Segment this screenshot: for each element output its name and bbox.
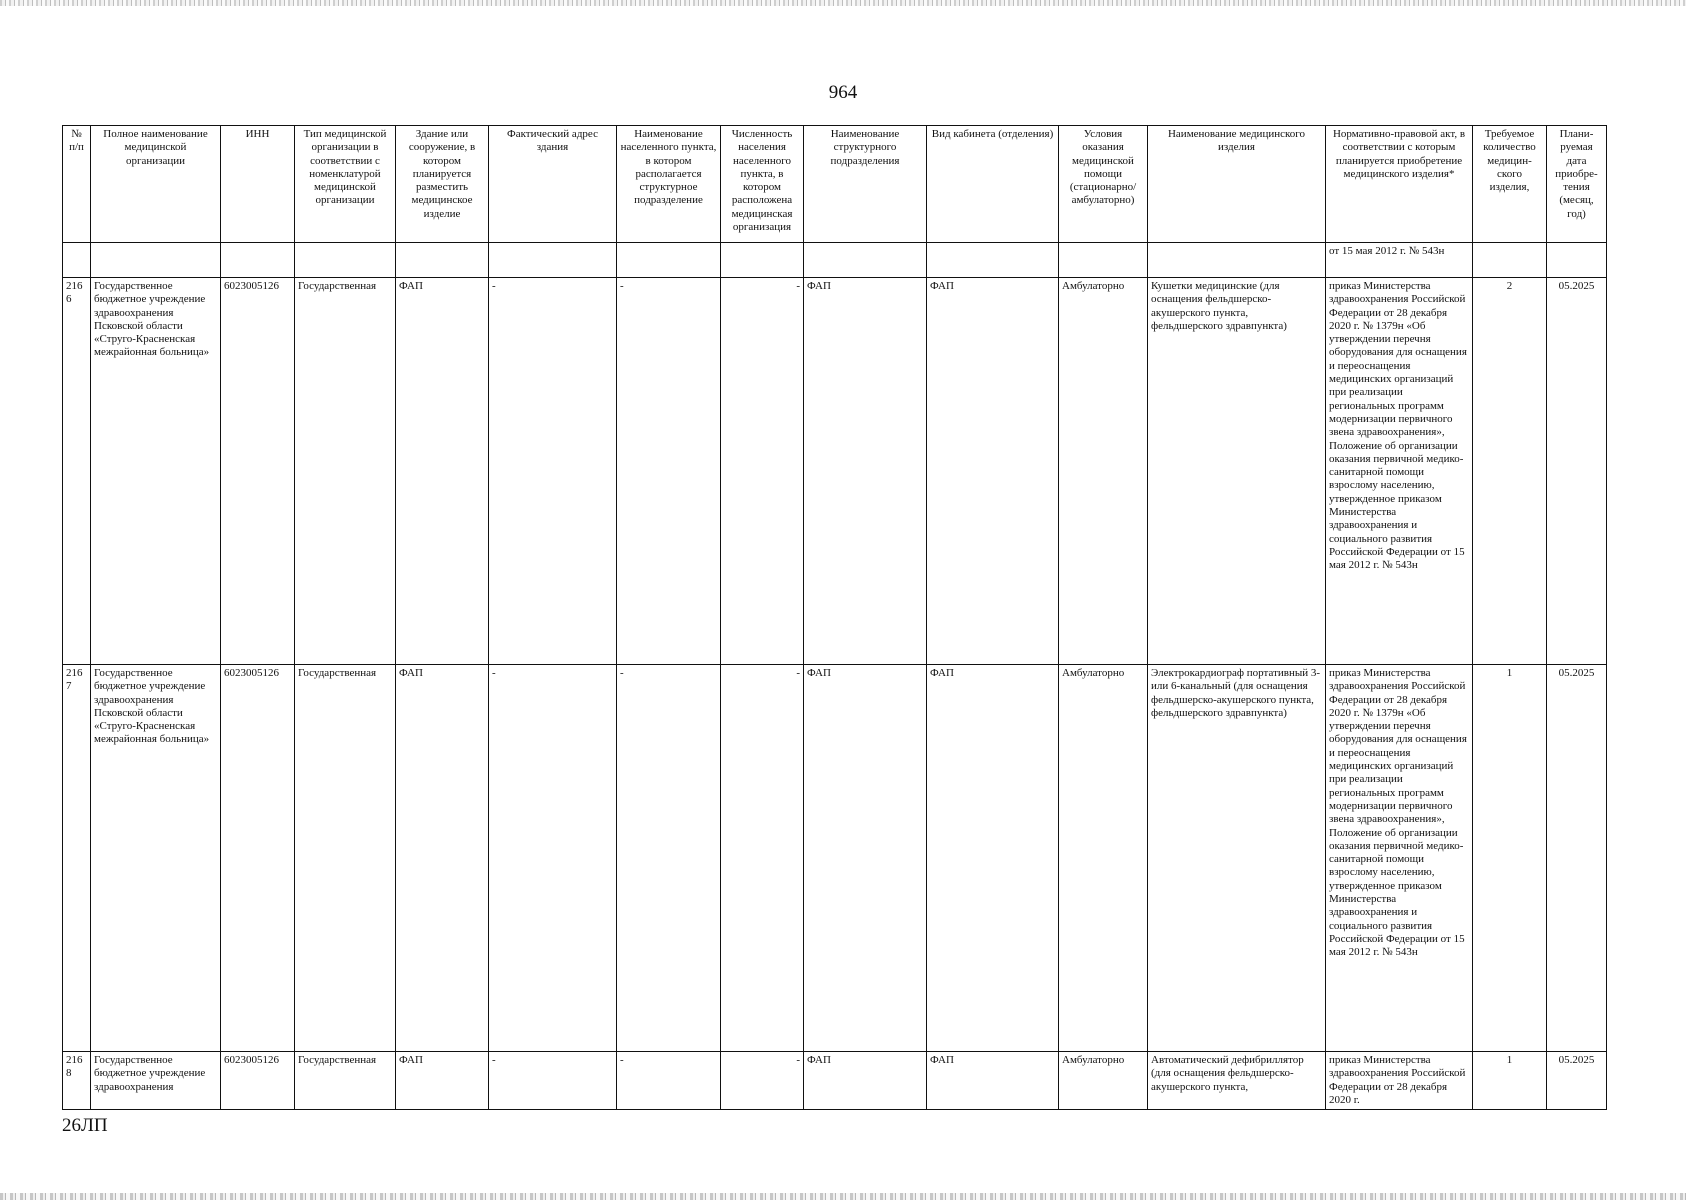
row-number: 2166 — [63, 278, 91, 665]
population-cell: - — [721, 1052, 804, 1110]
table-row — [63, 278, 1607, 665]
col-header-subdivision: Наименование структурного подразделения — [804, 126, 927, 243]
device-cell: Кушетки медицинские (для оснащения фельдшерско-акушерского пункта, фельдшерского здравпункта) — [1148, 278, 1326, 665]
col-header-address: Фактический адрес здания — [489, 126, 617, 243]
row-number: 2168 — [63, 1052, 91, 1110]
equipment-table — [62, 125, 1607, 1110]
continuation-row — [63, 243, 1607, 278]
legal-act-cell: приказ Министерства здравоохранения Российской Федерации от 28 декабря 2020 г. № 1379н «Об утверждении перечня оборудования для оснащения и переоснащения медицинских организаций при реализации региональных программ модернизации первичного звена здравоохранения», Положение об организации оказания первичной медико-санитарной помощи взрослому населению, утвержденное приказом Министерства здравоохранения и социального развития Российской Федерации от 15 мая 2012 г. № 543н — [1326, 278, 1473, 665]
legal-act-cell: приказ Министерства здравоохранения Российской Федерации от 28 декабря 2020 г. № 1379н «Об утверждении перечня оборудования для оснащения и переоснащения медицинских организаций при реализации региональных программ модернизации первичного звена здравоохранения», Положение об организации оказания первичной медико-санитарной помощи взрослому населению, утвержденное приказом Министерства здравоохранения и социального развития Российской Федерации от 15 мая 2012 г. № 543н — [1326, 665, 1473, 1052]
col-header-type: Тип медицинской организации в соответствии с номенклатурой медицинской организации — [295, 126, 396, 243]
device-cell: Электрокардиограф портативный 3- или 6-канальный (для оснащения фельдшерско-акушерского пункта, фельдшерского здравпункта) — [1148, 665, 1326, 1052]
inn-cell: 6023005126 — [221, 1052, 295, 1110]
building-cell: ФАП — [396, 1052, 489, 1110]
population-cell: - — [721, 665, 804, 1052]
org-type-cell: Государственная — [295, 278, 396, 665]
quantity-cell: 2 — [1473, 278, 1547, 665]
row-number: 2167 — [63, 665, 91, 1052]
population-cell: - — [721, 278, 804, 665]
table-header-row — [63, 126, 1607, 243]
address-cell: - — [489, 665, 617, 1052]
date-cell: 05.2025 — [1547, 665, 1607, 1052]
table-row — [63, 665, 1607, 1052]
address-cell: - — [489, 278, 617, 665]
building-cell: ФАП — [396, 665, 489, 1052]
org-type-cell: Государственная — [295, 665, 396, 1052]
scan-edge-bottom — [0, 1193, 1686, 1200]
inn-cell: 6023005126 — [221, 665, 295, 1052]
scan-edge-top — [0, 0, 1686, 6]
col-header-cabinet: Вид кабинета (отделения) — [927, 126, 1059, 243]
org-name-cell: Государственное бюджетное учреждение здравоохранения Псковской области «Струго-Красненская межрайонная больница» — [91, 665, 221, 1052]
table-row — [63, 1052, 1607, 1110]
col-header-settlement: Наименование населенного пункта, в котором располагается структурное подразделение — [617, 126, 721, 243]
legal-act-cell: от 15 мая 2012 г. № 543н — [1326, 243, 1473, 278]
col-header-inn: ИНН — [221, 126, 295, 243]
org-name-cell: Государственное бюджетное учреждение здравоохранения Псковской области «Струго-Красненская межрайонная больница» — [91, 278, 221, 665]
settlement-cell: - — [617, 665, 721, 1052]
col-header-building: Здание или сооружение, в котором планируется разместить медицинское изделие — [396, 126, 489, 243]
subdivision-cell: ФАП — [804, 278, 927, 665]
building-cell: ФАП — [396, 278, 489, 665]
quantity-cell: 1 — [1473, 1052, 1547, 1110]
document-code: 26ЛП — [62, 1115, 108, 1136]
inn-cell: 6023005126 — [221, 278, 295, 665]
subdivision-cell: ФАП — [804, 1052, 927, 1110]
subdivision-cell: ФАП — [804, 665, 927, 1052]
page-number: 964 — [828, 82, 858, 103]
conditions-cell: Амбулаторно — [1059, 1052, 1148, 1110]
col-header-legal-act: Нормативно-правовой акт, в соответствии с которым планируется приобретение медицинского изделия* — [1326, 126, 1473, 243]
org-name-cell: Государственное бюджетное учреждение здравоохранения — [91, 1052, 221, 1110]
col-header-qty: Требуемое количество медицин-ского изделия, — [1473, 126, 1547, 243]
device-cell: Автоматический дефибриллятор (для оснащения фельдшерско-акушерского пункта, — [1148, 1052, 1326, 1110]
settlement-cell: - — [617, 1052, 721, 1110]
settlement-cell: - — [617, 278, 721, 665]
date-cell: 05.2025 — [1547, 278, 1607, 665]
cabinet-cell: ФАП — [927, 1052, 1059, 1110]
col-header-num: № п/п — [63, 126, 91, 243]
quantity-cell: 1 — [1473, 665, 1547, 1052]
org-type-cell: Государственная — [295, 1052, 396, 1110]
col-header-device: Наименование медицинского изделия — [1148, 126, 1326, 243]
address-cell: - — [489, 1052, 617, 1110]
col-header-date: Плани-руемая дата приобре-тения (месяц, год) — [1547, 126, 1607, 243]
conditions-cell: Амбулаторно — [1059, 665, 1148, 1052]
col-header-org: Полное наименование медицинской организации — [91, 126, 221, 243]
cabinet-cell: ФАП — [927, 278, 1059, 665]
date-cell: 05.2025 — [1547, 1052, 1607, 1110]
legal-act-cell: приказ Министерства здравоохранения Российской Федерации от 28 декабря 2020 г. — [1326, 1052, 1473, 1110]
conditions-cell: Амбулаторно — [1059, 278, 1148, 665]
col-header-conditions: Условия оказания медицинской помощи (стационарно/амбулаторно) — [1059, 126, 1148, 243]
cabinet-cell: ФАП — [927, 665, 1059, 1052]
col-header-population: Численность населения населенного пункта, в котором расположена медицинская организация — [721, 126, 804, 243]
